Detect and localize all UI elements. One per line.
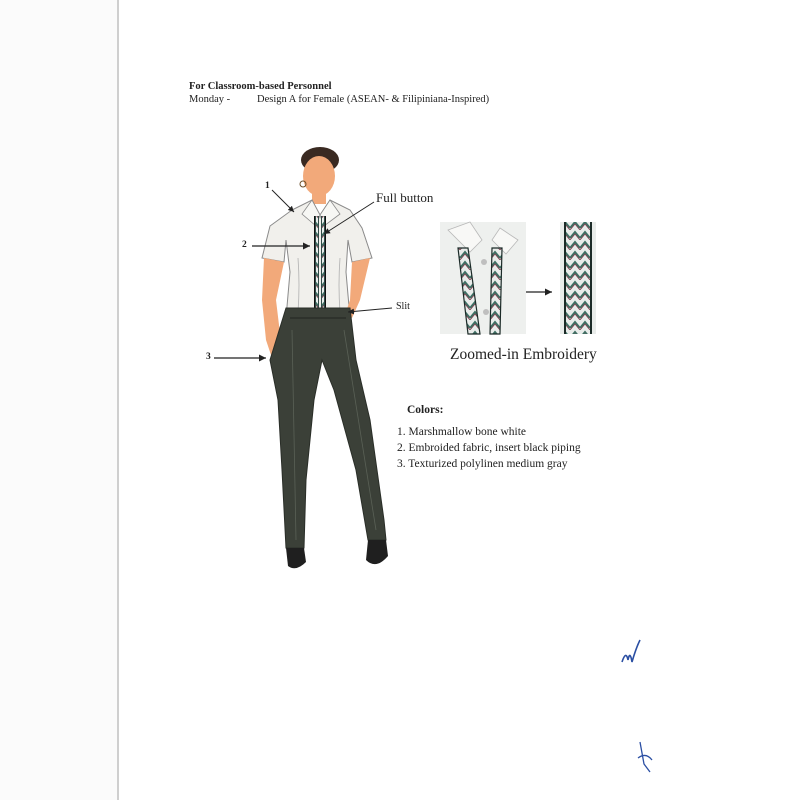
callout-slit: Slit <box>396 301 410 312</box>
zoomed-embroidery-strip <box>560 222 596 334</box>
zoom-caption: Zoomed-in Embroidery <box>450 346 597 363</box>
figure-head <box>300 147 339 204</box>
header-title: For Classroom-based Personnel <box>189 81 332 92</box>
label-2: 2 <box>242 240 247 250</box>
label-3: 3 <box>206 352 211 362</box>
color-item: 2. Embroided fabric, insert black piping <box>397 442 581 454</box>
zoomed-collar-photo <box>440 222 526 334</box>
color-item: 3. Texturized polylinen medium gray <box>397 458 568 470</box>
header-design: Design A for Female (ASEAN- & Filipiniana-Inspired) <box>257 94 490 105</box>
colors-legend <box>397 404 581 472</box>
colors-heading: Colors: <box>407 404 444 416</box>
header-day: Monday - <box>189 94 231 105</box>
color-item: 1. Marshmallow bone white <box>397 426 527 438</box>
callout-full-button: Full button <box>376 190 434 205</box>
figure-pants <box>270 308 386 548</box>
handwritten-initials <box>622 640 652 772</box>
label-1: 1 <box>265 181 270 191</box>
